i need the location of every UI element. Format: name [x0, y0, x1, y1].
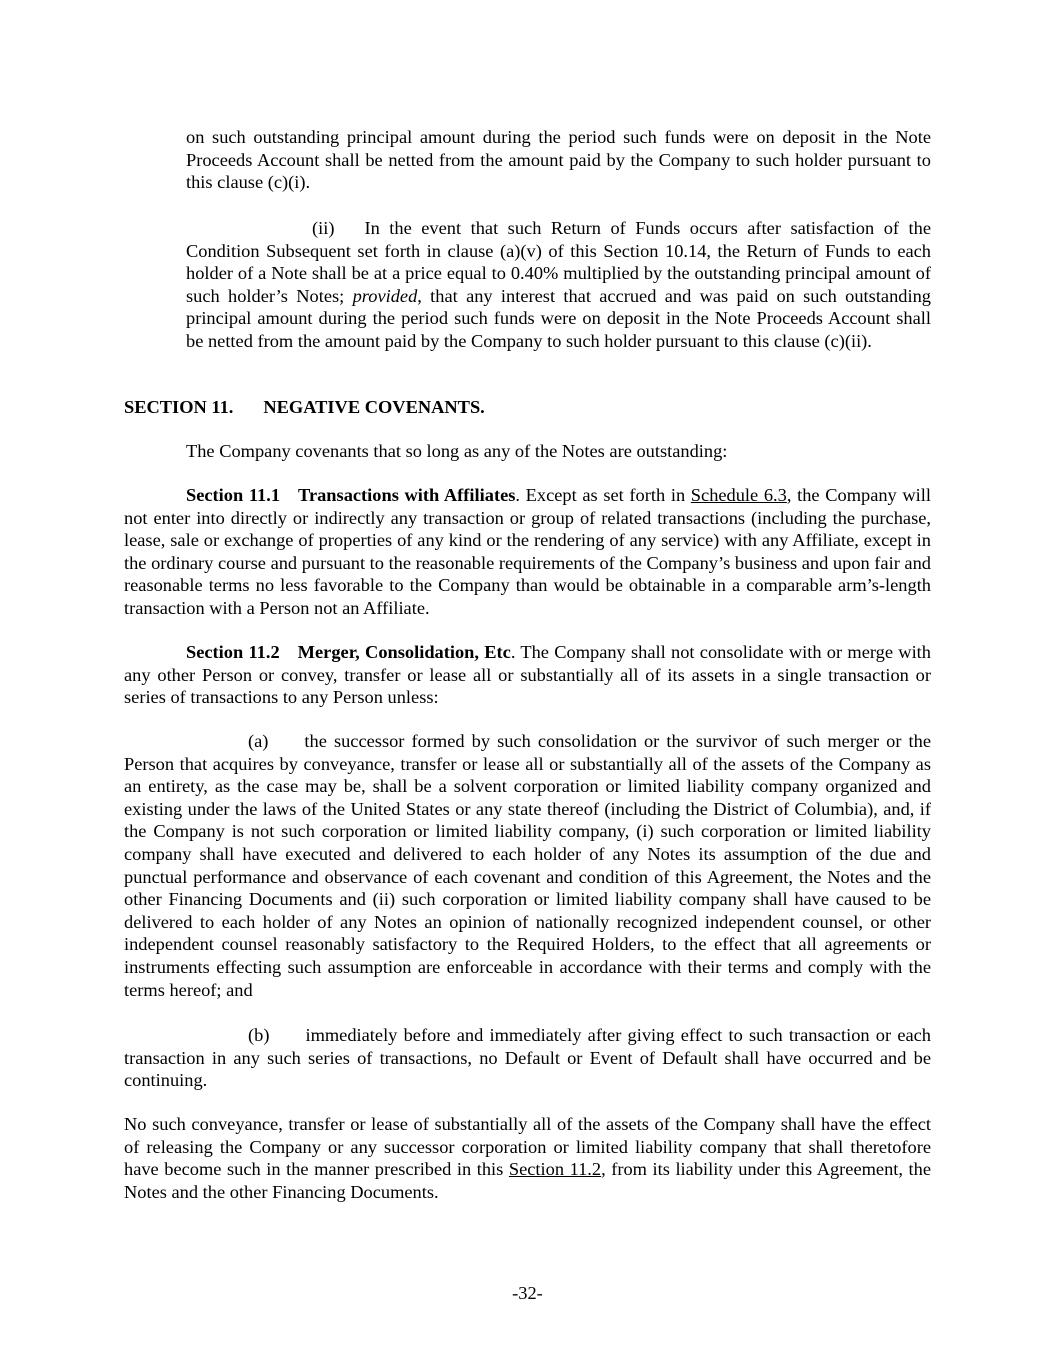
paragraph-c-ii [186, 217, 931, 353]
closing-text-a: No such conveyance, transfer or lease of substantially all of the assets of the Company shall have the effect of releasing the Company or any successor corporation or limited liability company that shall theretofore have become such in the manner prescribed in this [124, 1114, 931, 1180]
page-number: -32- [512, 1283, 543, 1303]
section-11-2-link[interactable]: Section 11.2 [508, 1159, 602, 1180]
provided-italic: provided [352, 285, 418, 306]
section-11-2 [124, 641, 931, 709]
section-11-2-text: . The Company shall not consolidate with or merge with any other Person or convey, transfer or lease all or substantially all of its assets in a single transaction or series of transactions to any Person unless: [124, 642, 931, 708]
clause-b [124, 1024, 931, 1092]
section-intro [186, 440, 931, 463]
clause-b-label: (b) [248, 1025, 270, 1045]
clause-a-text: the successor formed by such consolidation or the survivor of such merger or the Person that acquires by conveyance, transfer or lease all or substantially all of the assets of the Company as an entirety, as the case may be, shall be a solvent corporation or limited liability company organized and existing under the laws of the United States or any state thereof (including the District of Columbia), and, if the Company is not such corporation or limited liability company, (i) such corporation or limited liability company shall have executed and delivered to each holder of any Notes its assumption of the due and punctual performance and observance of each covenant and condition of this Agreement, the Notes and the other Financing Documents and (ii) such corporation or limited liability company shall have caused to be delivered to each holder of any Notes an opinion of nationally recognized independent counsel, or other independent counsel reasonably satisfactory to the Required Holders, to the effect that all agreements or instruments effecting such assumption are enforceable in accordance with their terms and comply with the terms hereof; and [124, 731, 931, 1000]
section-11-2-title: Merger, Consolidation, Etc [297, 642, 511, 662]
closing-paragraph [124, 1113, 931, 1203]
clause-a-label: (a) [248, 731, 269, 751]
clause-b-body [124, 1024, 931, 1092]
section-11-1-text-b: , the Company will not enter into directly or indirectly any transaction or group of related transactions (including the purchase, lease, sale or exchange of properties of any kind or the rendering of any service) with any Affiliate, except in the ordinary course and pursuant to the reasonable requirements of the Company’s business and upon fair and reasonable terms no less favorable to the Company than would be obtainable in a comparable arm’s-length transaction with a Person not an Affiliate. [124, 485, 932, 618]
section-number: SECTION 11. [124, 397, 234, 417]
section-11-heading [124, 396, 485, 419]
section-title: NEGATIVE COVENANTS. [263, 397, 485, 417]
section-11-1 [124, 484, 931, 620]
closing-body [124, 1113, 931, 1203]
paragraph-text: on such outstanding principal amount during the period such funds were on deposit in the Note Proceeds Account shall be netted from the amount paid by the Company to such holder pursuant to this clause (c)(i). [186, 127, 931, 193]
section-11-1-text-a: . Except as set forth in [515, 485, 691, 505]
clause-a [124, 730, 931, 1001]
paragraph-c-i-continuation [186, 126, 931, 194]
closing-text-b: , from its liability under this Agreement, the Notes and the other Financing Documents. [124, 1159, 932, 1202]
clause-a-body [124, 730, 931, 1001]
clause-label: (ii) [312, 218, 335, 238]
section-11-1-body [124, 484, 931, 620]
paragraph-c-ii-body [186, 217, 931, 353]
clause-text-b: , that any interest that accrued and was paid on such outstanding principal amount during the period such funds were on deposit in the Note Proceeds Account shall be netted from the amount paid by the Company to such holder pursuant to this clause (c)(ii). [186, 285, 931, 351]
clause-text-a: In the event that such Return of Funds occurs after satisfaction of the Condition Subsequent set forth in clause (a)(v) of this Section 10.14, the Return of Funds to each holder of a Note shall be at a price equal to 0.40% multiplied by the outstanding principal amount of such holder’s Notes; [186, 218, 931, 306]
section-11-2-body [124, 641, 931, 709]
section-11-1-title: Transactions with Affiliates [298, 485, 516, 505]
clause-b-text: immediately before and immediately after giving effect to such transaction or each transaction in any such series of transactions, no Default or Event of Default shall have occurred and be continuing. [124, 1025, 931, 1091]
intro-text: The Company covenants that so long as any of the Notes are outstanding: [186, 441, 728, 461]
section-11-1-number: Section 11.1 [186, 485, 281, 505]
schedule-6-3-link[interactable]: Schedule 6.3 [690, 485, 787, 505]
section-11-2-number: Section 11.2 [186, 642, 280, 662]
